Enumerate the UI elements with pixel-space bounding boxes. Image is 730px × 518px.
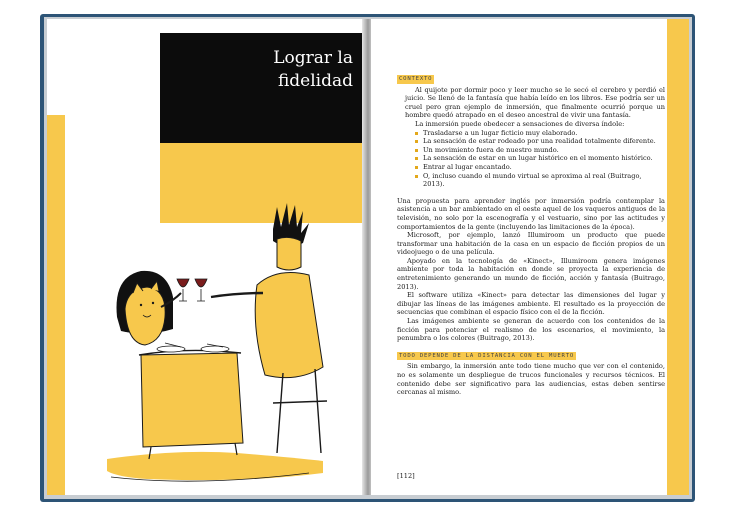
context-block — [397, 86, 665, 189]
list-intro: La inmersión puede obedecer a sensaciones de diversa índole: — [415, 119, 625, 128]
list-item: O, incluso cuando el mundo virtual se aproxima al real (Buitrago, 2013). — [423, 172, 665, 189]
wine-glass-right — [195, 279, 207, 287]
text-column — [397, 74, 665, 397]
toast-illustration — [87, 197, 337, 487]
list-item: Entrar al lugar encantado. — [423, 163, 665, 172]
section-label-distancia: TODO DEPENDE DE LA DISTANCIA CON EL MUERTO — [399, 352, 575, 359]
man-body — [255, 273, 323, 378]
plate-right — [201, 346, 229, 352]
bullet-list — [405, 129, 665, 189]
spacer — [397, 189, 665, 197]
body-paragraph: Las imágenes ambiente se generan de acuerdo con los contenidos de la ficción para potenciar el realismo de los escenarios, el movimiento, la penumbra o los colores (Buitrago, 2013). — [397, 317, 665, 343]
right-page — [371, 19, 689, 495]
spacer — [397, 343, 665, 351]
list-item: Trasladarse a un lugar ficticio muy elaborado. — [423, 129, 665, 138]
page-number: [112] — [397, 472, 415, 480]
floor-wash — [107, 452, 323, 480]
list-item: La sensación de estar en un lugar histórico en el momento histórico. — [423, 154, 665, 163]
chapter-title: Lograr la fidelidad — [273, 48, 353, 91]
cat-body — [125, 287, 165, 345]
body-paragraph: El software utiliza «Kinect» para detectar las dimensiones del lugar y dibujar las líneas de las imágenes ambiente. El resultado es la proyección de secuencias que combinan el espacio físico con el de la ficción. — [397, 291, 665, 317]
list-item: La sensación de estar rodeado por una realidad totalmente diferente. — [423, 137, 665, 146]
man-head — [277, 237, 301, 270]
body-paragraph: Microsoft, por ejemplo, lanzó Illumiroom un producto que puede transformar una habitación de la casa en un espacio de ficción propios de un videojuego o de una película. — [397, 231, 665, 257]
wine-glass-left — [177, 279, 189, 287]
context-paragraph: Al quijote por dormir poco y leer mucho se le secó el cerebro y perdió el juicio. Se llenó de la fantasía que había leído en los libros. Ese podría ser un cruel pero gran ejemplo de inmersión, que finalmente ocurrió porque un hombre quedó atrapado en el deseo ancestral de vivir una fantasía. — [405, 85, 665, 120]
body-paragraph: Apoyado en la tecnología de «Kinect», Illumiroom genera imágenes ambiente por toda la habitación en donde se proyecta la experiencia de entretenimiento generando un mundo de ficción, acción y fantasía (Buitrago, 2013). — [397, 256, 665, 291]
left-yellow-strip — [47, 115, 65, 495]
title-box — [160, 33, 365, 143]
right-yellow-strip — [667, 19, 689, 495]
chair — [273, 369, 327, 453]
list-item: Un movimiento fuera de nuestro mundo. — [423, 146, 665, 155]
body-paragraph: Una propuesta para aprender inglés por inmersión podría contemplar la asistencia a un bar ambientado en el oeste aquel de los vaqueros antiguos de la televisión, no solo por la escenografía y el vestuario, sino por las actitudes y comportamientos de la gente (incluyendo las limitaciones de la época). — [397, 196, 665, 231]
section-label-contexto: CONTEXTO — [399, 76, 433, 82]
left-page — [47, 19, 365, 495]
table — [141, 353, 243, 447]
section-2-paragraph: Sin embargo, la inmersión ante todo tiene mucho que ver con el contenido, no es solamente un despliegue de trucos funcionales y recursos técnicos. El contenido debe ser significativo para las audiencias, estas deben sentirse cercanas al mismo. — [397, 362, 665, 397]
